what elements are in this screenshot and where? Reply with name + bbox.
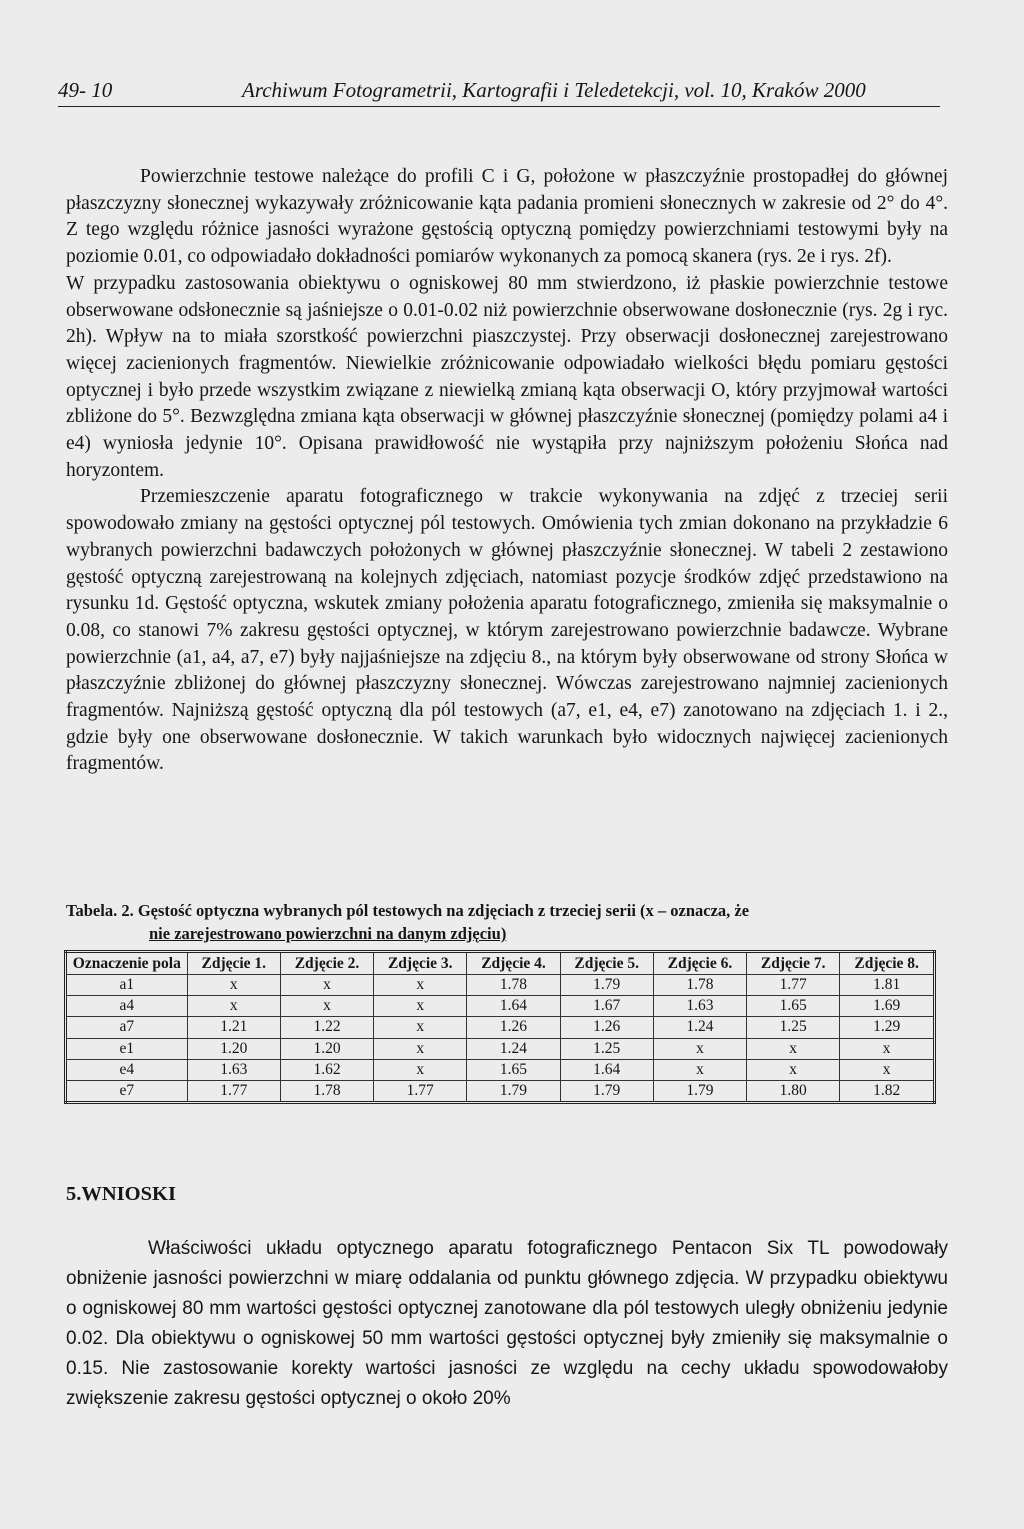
table-cell: a4: [66, 996, 188, 1017]
table-cell: 1.82: [840, 1080, 935, 1102]
table-cell: 1.20: [187, 1038, 280, 1059]
table-cell: e4: [66, 1059, 188, 1080]
table-caption-line-2: nie zarejestrowano powierzchni na danym zdjęciu): [149, 924, 507, 943]
table-cell: 1.24: [467, 1038, 560, 1059]
table-cell: 1.79: [560, 975, 653, 996]
table-caption: [66, 899, 948, 945]
table-cell: e1: [66, 1038, 188, 1059]
table-cell: 1.78: [653, 975, 746, 996]
header-cell: Oznaczenie pola: [66, 952, 188, 975]
table-cell: 1.67: [560, 996, 653, 1017]
table-row: [66, 996, 935, 1017]
table-cell: 1.69: [840, 996, 935, 1017]
table-cell: x: [187, 975, 280, 996]
table-cell: 1.77: [374, 1080, 467, 1102]
table-cell: x: [840, 1059, 935, 1080]
table-cell: a7: [66, 1017, 188, 1038]
table-cell: 1.24: [653, 1017, 746, 1038]
header-cell: Zdjęcie 5.: [560, 952, 653, 975]
table-cell: x: [653, 1038, 746, 1059]
table-cell: e7: [66, 1080, 188, 1102]
header-cell: Zdjęcie 7.: [747, 952, 840, 975]
section-heading: 5.WNIOSKI: [66, 1183, 176, 1205]
header-cell: Zdjęcie 1.: [187, 952, 280, 975]
table-cell: x: [374, 1017, 467, 1038]
table-cell: x: [187, 996, 280, 1017]
table-cell: 1.62: [280, 1059, 373, 1080]
table-cell: 1.25: [747, 1017, 840, 1038]
table-cell: 1.65: [747, 996, 840, 1017]
table-cell: 1.79: [560, 1080, 653, 1102]
journal-title: Archiwum Fotogrametrii, Kartografii i Teledetekcji, vol. 10, Kraków 2000: [242, 78, 866, 102]
optical-density-table: [64, 950, 936, 1104]
table-header-row: [66, 952, 935, 975]
table-cell: x: [374, 996, 467, 1017]
table-cell: 1.79: [653, 1080, 746, 1102]
conclusions-text: [66, 1234, 948, 1414]
table-cell: 1.79: [467, 1080, 560, 1102]
paragraph-2: W przypadku zastosowania obiektywu o ogniskowej 80 mm stwierdzono, iż płaskie powierzchnie testowe obserwowane odsłonecznie są jaśniejsze o 0.01-0.02 niż powierzchnie obserwowane dosłonecznie (rys. 2g i ryc. 2h). Wpływ na to miała szorstkość powierzchni piaszczystej. Przy obserwacji dosłonecznej zarejestrowano więcej zacienionych fragmentów. Niewielkie zróżnicowanie odpowiadało wielkości błędu pomiaru gęstości optycznej i było przede wszystkim związane z niewielką zmianą kąta obserwacji O, który przyjmował wartości zbliżone do 5°. Bezwzględna zmiana kąta obserwacji w głównej płaszczyźnie słonecznej (pomiędzy polami a4 i e4) wyniosła jedynie 10°. Opisana prawidłowość nie wystąpiła przy najniższym położeniu Słońca nad horyzontem.: [66, 272, 948, 481]
table-cell: x: [747, 1059, 840, 1080]
header-cell: Zdjęcie 3.: [374, 952, 467, 975]
table-cell: 1.65: [467, 1059, 560, 1080]
table-cell: 1.63: [187, 1059, 280, 1080]
table-cell: 1.26: [467, 1017, 560, 1038]
table-cell: x: [840, 1038, 935, 1059]
table-cell: x: [747, 1038, 840, 1059]
table-cell: 1.21: [187, 1017, 280, 1038]
table-cell: 1.77: [747, 975, 840, 996]
table-row: [66, 1080, 935, 1102]
table-cell: 1.25: [560, 1038, 653, 1059]
table-cell: 1.20: [280, 1038, 373, 1059]
conclusion-paragraph: Właściwości układu optycznego aparatu fotograficznego Pentacon Six TL powodowały obniżenie jasności powierzchni w miarę oddalania od punktu głównego zdjęcia. W przypadku obiektywu o ogniskowej 80 mm wartości gęstości optycznej zanotowane dla pól testowych uległy obniżeniu jedynie 0.02. Dla obiektywu o ogniskowej 50 mm wartości gęstości optycznej były zmieniły się maksymalnie o 0.15. Nie zastosowanie korekty wartości jasności ze względu na cechy układu spowodowałoby zwiększenie zakresu gęstości optycznej o około 20%: [66, 1238, 948, 1409]
page-number: 49- 10: [58, 78, 113, 102]
paragraph-1: Powierzchnie testowe należące do profili C i G, położone w płaszczyźnie prostopadłej do głównej płaszczyzny słonecznej wykazywały zróżnicowanie kąta padania promieni słonecznych w zakresie od 2° do 4°. Z tego względu różnice jasności wyrażone gęstością optyczną pomiędzy powierzchniami testowymi były na poziomie 0.01, co odpowiadało dokładności pomiarów wykonanych za pomocą skanera (rys. 2e i rys. 2f).: [66, 166, 948, 268]
table-cell: 1.29: [840, 1017, 935, 1038]
table-cell: 1.78: [280, 1080, 373, 1102]
table-cell: 1.64: [467, 996, 560, 1017]
table-cell: x: [280, 975, 373, 996]
header-cell: Zdjęcie 8.: [840, 952, 935, 975]
table-cell: 1.77: [187, 1080, 280, 1102]
paragraph-3: Przemieszczenie aparatu fotograficznego w trakcie wykonywania na zdjęć z trzeciej serii spowodowało zmiany na gęstości optycznej pól testowych. Omówienia tych zmian dokonano na przykładzie 6 wybranych powierzchni badawczych położonych w głównej płaszczyźnie słonecznej. W tabeli 2 zestawiono gęstość optyczną zarejestrowaną na kolejnych zdjęciach, natomiast pozycje środków zdjęć przedstawiono na rysunku 1d. Gęstość optyczna, wskutek zmiany położenia aparatu fotograficznego, zmieniła się maksymalnie o 0.08, co stanowi 7% zakresu gęstości optycznej, w którym zarejestrowano powierzchnie badawcze. Wybrane powierzchnie (a1, a4, a7, e7) były najjaśniejsze na zdjęciu 8., na którym były obserwowane od strony Słońca w płaszczyźnie zbliżonej do głównej płaszczyzny słonecznej. Wówczas zarejestrowano najmniej zacienionych fragmentów. Najniższą gęstość optyczną dla pól testowych (a7, e1, e4, e7) zanotowano na zdjęciach 1. i 2., gdzie były one obserwowane dosłonecznie. W takich warunkach było widocznych najwięcej zacienionych fragmentów.: [66, 486, 948, 775]
table-cell: x: [374, 1059, 467, 1080]
table-row: [66, 1059, 935, 1080]
table-cell: 1.26: [560, 1017, 653, 1038]
table-cell: x: [374, 975, 467, 996]
header-cell: Zdjęcie 6.: [653, 952, 746, 975]
table-cell: x: [374, 1038, 467, 1059]
table-cell: 1.78: [467, 975, 560, 996]
table-cell: 1.63: [653, 996, 746, 1017]
running-header: [58, 78, 940, 107]
table-cell: 1.80: [747, 1080, 840, 1102]
table-cell: x: [653, 1059, 746, 1080]
header-cell: Zdjęcie 2.: [280, 952, 373, 975]
table-row: [66, 1017, 935, 1038]
table-caption-line-1: Tabela. 2. Gęstość optyczna wybranych pól testowych na zdjęciach z trzeciej serii (x – oznacza, że: [66, 901, 750, 920]
header-cell: Zdjęcie 4.: [467, 952, 560, 975]
table-cell: 1.22: [280, 1017, 373, 1038]
table-cell: a1: [66, 975, 188, 996]
table-row: [66, 1038, 935, 1059]
table-cell: x: [280, 996, 373, 1017]
table-row: [66, 975, 935, 996]
table-cell: 1.81: [840, 975, 935, 996]
table-cell: 1.64: [560, 1059, 653, 1080]
body-text: [66, 164, 948, 778]
